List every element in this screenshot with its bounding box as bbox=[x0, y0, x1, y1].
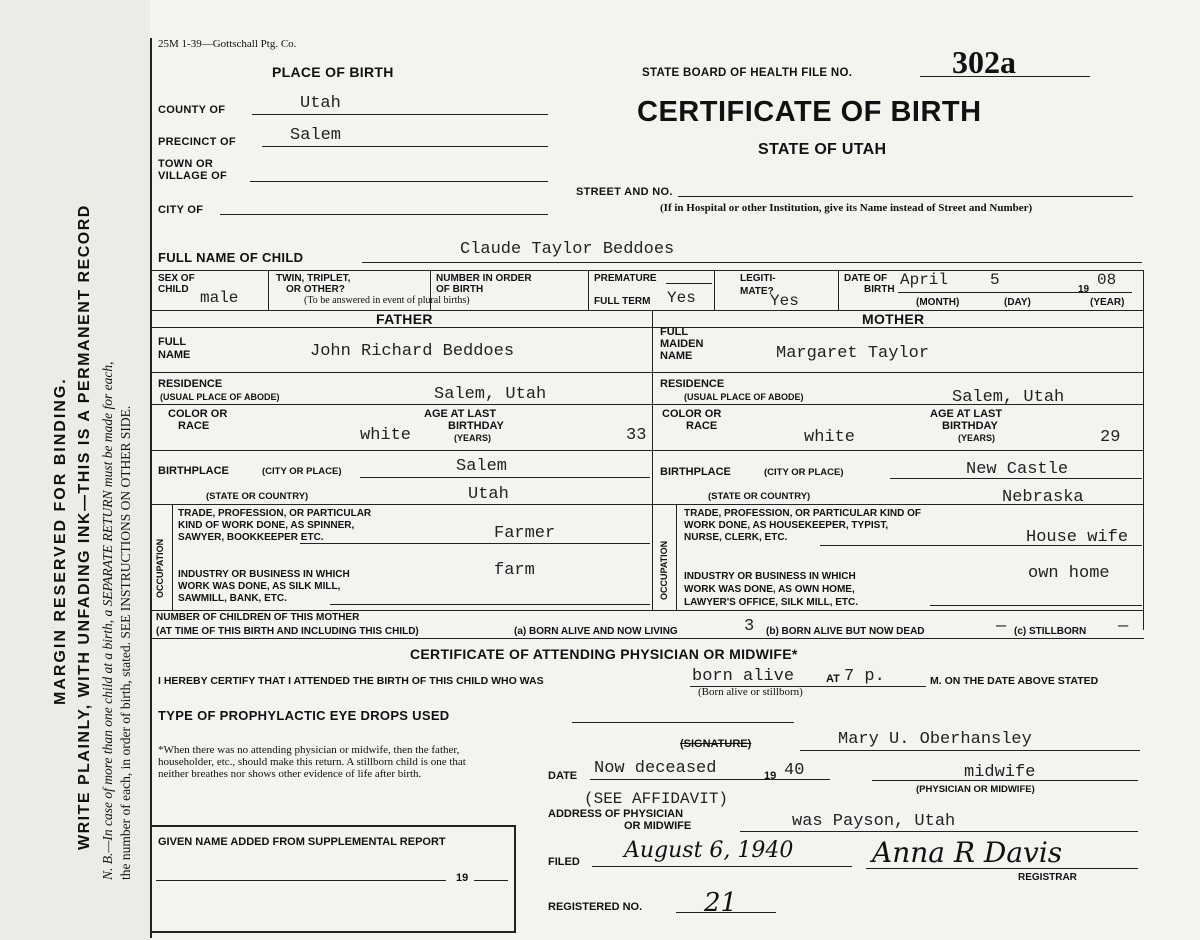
full-term-label: FULL TERM bbox=[594, 296, 651, 307]
supplemental-year-prefix: 19 bbox=[456, 872, 469, 884]
city-label: CITY OF bbox=[158, 204, 204, 216]
premature-label: PREMATURE bbox=[594, 273, 657, 284]
state-subtitle: STATE OF UTAH bbox=[758, 141, 887, 158]
mother-trade: House wife bbox=[1026, 528, 1129, 547]
mother-industry-label-3: LAWYER'S OFFICE, SILK MILL, ETC. bbox=[684, 597, 859, 608]
certificate-title: CERTIFICATE OF BIRTH bbox=[637, 96, 982, 128]
legit-label-1: LEGITI- bbox=[740, 273, 776, 284]
town-label-2: VILLAGE OF bbox=[158, 170, 227, 182]
children-a-label: (a) BORN ALIVE AND NOW LIVING bbox=[514, 626, 678, 637]
father-birthplace: Salem bbox=[456, 457, 508, 476]
mother-industry-label-1: INDUSTRY OR BUSINESS IN WHICH bbox=[684, 571, 856, 582]
father-trade-label-1: TRADE, PROFESSION, OR PARTICULAR bbox=[178, 508, 372, 519]
registrar-signature: Anna R Davis bbox=[872, 836, 1063, 869]
sex-value: male bbox=[200, 289, 239, 307]
children-c-value: — bbox=[1118, 617, 1129, 636]
mother-name-label-2: MAIDEN bbox=[660, 338, 704, 350]
year-label: (YEAR) bbox=[1090, 297, 1125, 308]
children-label-1: NUMBER OF CHILDREN OF THIS MOTHER bbox=[156, 612, 360, 623]
mother-state-label: (STATE OR COUNTRY) bbox=[708, 491, 811, 502]
supplemental-label: GIVEN NAME ADDED FROM SUPPLEMENTAL REPORT bbox=[158, 836, 446, 848]
file-no-value: 302a bbox=[952, 44, 1016, 80]
mother-birthplace-label: BIRTHPLACE bbox=[660, 466, 731, 478]
mother-heading: MOTHER bbox=[862, 311, 925, 327]
mother-color-label-2: RACE bbox=[686, 420, 718, 432]
dob-label-2: BIRTH bbox=[864, 284, 895, 295]
father-color-label-1: COLOR OR bbox=[168, 408, 228, 420]
permanent-record-text: WRITE PLAINLY, WITH UNFADING INK—THIS IS A PERMANENT RECORD bbox=[76, 204, 93, 850]
order-label-1: NUMBER IN ORDER bbox=[436, 273, 532, 284]
see-affidavit: (SEE AFFIDAVIT) bbox=[584, 790, 729, 808]
children-a-value: 3 bbox=[744, 617, 755, 636]
father-residence-sub: (USUAL PLACE OF ABODE) bbox=[160, 392, 280, 402]
nb-text-2: the number of each, in order of birth, stated. SEE INSTRUCTIONS ON OTHER SIDE. bbox=[118, 405, 133, 880]
father-industry-label-3: SAWMILL, BANK, ETC. bbox=[178, 593, 287, 604]
certify-text: I HEREBY CERTIFY THAT I ATTENDED THE BIRTH OF THIS CHILD WHO WAS bbox=[158, 675, 544, 687]
full-name-label: FULL NAME OF CHILD bbox=[158, 250, 304, 265]
county-value: Utah bbox=[300, 94, 341, 113]
registrar-label: REGISTRAR bbox=[1018, 872, 1077, 883]
children-label-2: (AT TIME OF THIS BIRTH AND INCLUDING THIS CHILD) bbox=[156, 626, 419, 637]
registered-no: 21 bbox=[704, 888, 738, 918]
birth-time: 7 p. bbox=[844, 667, 885, 686]
legit-value: Yes bbox=[770, 292, 799, 310]
mother-trade-label-1: TRADE, PROFESSION, OR PARTICULAR KIND OF bbox=[684, 508, 922, 519]
address-label-2: OR MIDWIFE bbox=[624, 820, 692, 832]
father-name: John Richard Beddoes bbox=[310, 342, 515, 361]
father-state-label: (STATE OR COUNTRY) bbox=[206, 491, 309, 502]
sex-label-2: CHILD bbox=[158, 284, 189, 295]
dob-label-1: DATE OF bbox=[844, 273, 888, 284]
mother-industry: own home bbox=[1028, 564, 1110, 583]
eye-drops-label: TYPE OF PROPHYLACTIC EYE DROPS USED bbox=[158, 708, 450, 723]
father-heading: FATHER bbox=[376, 311, 433, 327]
father-birthplace-label: BIRTHPLACE bbox=[158, 465, 229, 477]
father-name-label-1: FULL bbox=[158, 336, 187, 348]
full-term-value: Yes bbox=[667, 289, 696, 307]
print-code: 25M 1-39—Gottschall Ptg. Co. bbox=[158, 38, 297, 50]
father-birthplace-sub: (CITY OR PLACE) bbox=[262, 466, 342, 477]
children-b-value: — bbox=[996, 617, 1007, 636]
day-label: (DAY) bbox=[1004, 297, 1031, 308]
dob-year: 08 bbox=[1097, 271, 1117, 289]
nb-text-1: N. B.—In case of more than one child at a birth, a SEPARATE RETURN must be made for each, bbox=[100, 361, 115, 880]
physician-note: *When there was no attending physician or midwife, then the father, householder, etc., should make this return. A stillborn child is one that neither breathes nor shows other evidence of life after birth. bbox=[158, 744, 466, 780]
status-note: (Born alive or stillborn) bbox=[698, 686, 803, 698]
mother-age: 29 bbox=[1100, 428, 1121, 447]
date-year: 40 bbox=[784, 761, 805, 780]
precinct-value: Salem bbox=[290, 126, 342, 145]
mother-name-label-1: FULL bbox=[660, 326, 689, 338]
father-industry: farm bbox=[494, 561, 535, 580]
date-label: DATE bbox=[548, 770, 578, 782]
father-residence-label: RESIDENCE bbox=[158, 378, 223, 390]
father-color-label-2: RACE bbox=[178, 420, 210, 432]
father-age-label-2: BIRTHDAY bbox=[448, 420, 504, 432]
father-industry-label-1: INDUSTRY OR BUSINESS IN WHICH bbox=[178, 569, 350, 580]
margin-text: MARGIN RESERVED FOR BINDING. bbox=[52, 377, 69, 705]
twin-label-1: TWIN, TRIPLET, bbox=[276, 273, 351, 284]
mother-occupation-label: OCCUPATION bbox=[659, 540, 669, 600]
father-age: 33 bbox=[626, 426, 647, 445]
father-residence: Salem, Utah bbox=[434, 385, 547, 404]
left-border bbox=[150, 38, 152, 938]
mother-age-label-1: AGE AT LAST bbox=[930, 408, 1003, 420]
dob-month: April bbox=[900, 271, 949, 289]
father-age-label-1: AGE AT LAST bbox=[424, 408, 497, 420]
father-trade: Farmer bbox=[494, 524, 556, 543]
town-label-1: TOWN OR bbox=[158, 158, 214, 170]
legit-label-2: MATE? bbox=[740, 286, 774, 297]
mother-birthplace: New Castle bbox=[966, 460, 1069, 479]
filed-label: FILED bbox=[548, 856, 580, 868]
father-name-label-2: NAME bbox=[158, 349, 191, 361]
precinct-label: PRECINCT OF bbox=[158, 136, 236, 148]
mother-state: Nebraska bbox=[1002, 488, 1084, 507]
dob-year-prefix: 19 bbox=[1078, 284, 1090, 295]
mother-age-label-2: BIRTHDAY bbox=[942, 420, 998, 432]
father-industry-label-2: WORK WAS DONE, AS SILK MILL, bbox=[178, 581, 341, 592]
signature-label: (SIGNATURE) bbox=[680, 738, 752, 750]
role-label: (PHYSICIAN OR MIDWIFE) bbox=[916, 784, 1035, 795]
mother-trade-label-3: NURSE, CLERK, ETC. bbox=[684, 532, 788, 543]
mother-age-label-3: (YEARS) bbox=[958, 433, 996, 443]
twin-label-2: OR OTHER? bbox=[286, 284, 345, 295]
father-trade-label-2: KIND OF WORK DONE, AS SPINNER, bbox=[178, 520, 355, 531]
month-label: (MONTH) bbox=[916, 297, 960, 308]
signature-date: Now deceased bbox=[594, 759, 717, 778]
place-of-birth-heading: PLACE OF BIRTH bbox=[272, 64, 394, 80]
mother-industry-label-2: WORK WAS DONE, AS OWN HOME, bbox=[684, 584, 855, 595]
physician-signature: Mary U. Oberhansley bbox=[838, 730, 1032, 749]
mother-residence-label: RESIDENCE bbox=[660, 378, 725, 390]
attendant-role: midwife bbox=[964, 763, 1036, 782]
twin-note: (To be answered in event of plural births) bbox=[304, 295, 470, 306]
m-label: M. ON THE DATE ABOVE STATED bbox=[930, 675, 1099, 687]
filed-date: August 6, 1940 bbox=[624, 838, 794, 863]
mother-name: Margaret Taylor bbox=[776, 344, 930, 363]
mother-trade-label-2: WORK DONE, AS HOUSEKEEPER, TYPIST, bbox=[684, 520, 889, 531]
birth-status: born alive bbox=[692, 667, 795, 686]
mother-residence: Salem, Utah bbox=[952, 388, 1065, 407]
street-label: STREET AND NO. bbox=[576, 186, 673, 198]
father-age-label-3: (YEARS) bbox=[454, 433, 492, 443]
child-full-name: Claude Taylor Beddoes bbox=[460, 240, 675, 259]
address-label-1: ADDRESS OF PHYSICIAN bbox=[548, 808, 684, 820]
street-note: (If in Hospital or other Institution, give its Name instead of Street and Number) bbox=[660, 202, 1033, 214]
order-label-2: OF BIRTH bbox=[436, 284, 484, 295]
at-label: AT bbox=[826, 673, 840, 685]
mother-birthplace-sub: (CITY OR PLACE) bbox=[764, 467, 844, 478]
mother-residence-sub: (USUAL PLACE OF ABODE) bbox=[684, 392, 804, 402]
physician-address: was Payson, Utah bbox=[792, 812, 956, 831]
registered-no-label: REGISTERED NO. bbox=[548, 901, 643, 913]
father-color: white bbox=[360, 426, 412, 445]
dob-day: 5 bbox=[990, 271, 1000, 289]
mother-color: white bbox=[804, 428, 856, 447]
mother-color-label-1: COLOR OR bbox=[662, 408, 722, 420]
children-c-label: (c) STILLBORN bbox=[1014, 626, 1087, 637]
children-b-label: (b) BORN ALIVE BUT NOW DEAD bbox=[766, 626, 925, 637]
father-trade-label-3: SAWYER, BOOKKEEPER ETC. bbox=[178, 532, 324, 543]
father-state: Utah bbox=[468, 485, 509, 504]
sex-label-1: SEX OF bbox=[158, 273, 195, 284]
date-year-prefix: 19 bbox=[764, 770, 777, 782]
mother-name-label-3: NAME bbox=[660, 350, 693, 362]
file-no-label: STATE BOARD OF HEALTH FILE NO. bbox=[642, 67, 853, 79]
father-occupation-label: OCCUPATION bbox=[155, 538, 165, 598]
county-label: COUNTY OF bbox=[158, 104, 226, 116]
physician-heading: CERTIFICATE OF ATTENDING PHYSICIAN OR MIDWIFE* bbox=[410, 646, 798, 662]
